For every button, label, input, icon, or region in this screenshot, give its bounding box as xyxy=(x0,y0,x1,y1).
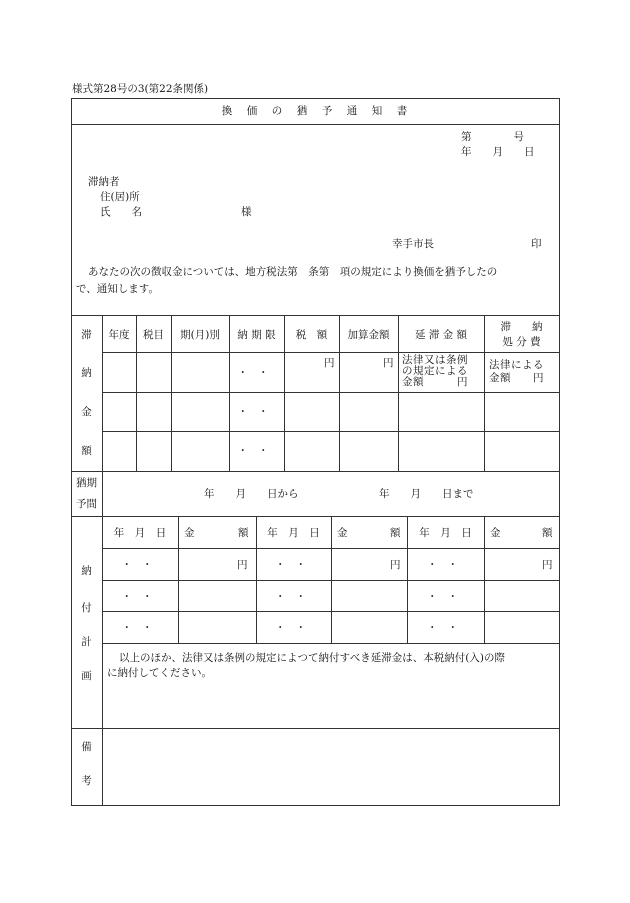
plan-dots-r1-c3: ・・ xyxy=(427,559,468,571)
plan-amount-header-1a: 金 xyxy=(184,527,195,539)
header-tax-amount: 税 額 xyxy=(295,329,328,341)
form-title: 換 価 の 猶 予 通 知 書 xyxy=(221,105,410,117)
delinquent-side-label-1: 滞 xyxy=(81,329,92,341)
notice-text-line-2: で、通知します。 xyxy=(76,283,159,295)
delinquent-side-label-2: 納 xyxy=(81,367,92,379)
notice-text-line-1: あなたの次の徴収金については、地方税法第 条第 項の規定により換価を猶予したの xyxy=(88,266,498,278)
name-label: 氏 名 xyxy=(100,206,142,218)
plan-dots-r3-c3: ・・ xyxy=(427,622,468,634)
plan-amount-header-2a: 金 xyxy=(337,527,348,539)
due-date-dots-1: ・・ xyxy=(237,367,279,379)
header-disposal-fee-2: 処 分 費 xyxy=(502,336,541,348)
plan-dots-r1-c2: ・・ xyxy=(275,559,316,571)
issuer-name: 幸手市長 xyxy=(392,238,434,250)
late-fee-note-3: 金額 円 xyxy=(402,376,468,388)
plan-date-header-2: 年 月 日 xyxy=(267,527,320,539)
plan-date-header-3: 年 月 日 xyxy=(419,527,472,539)
header-year: 年度 xyxy=(108,329,130,341)
document-number: 第 号 xyxy=(461,131,524,143)
postpone-side-label-2: 予間 xyxy=(76,498,97,510)
plan-dots-r3-c1: ・・ xyxy=(121,622,163,634)
postpone-from: 年 月 日から xyxy=(204,488,299,500)
header-tax-item: 税目 xyxy=(143,329,164,341)
header-period: 期(月)別 xyxy=(180,329,220,341)
header-late-fee: 延 滞 金 額 xyxy=(414,329,467,341)
remarks-side-label-1: 備 xyxy=(81,741,92,753)
late-fee-note-1: 法律又は条例 xyxy=(402,354,468,366)
disposal-note-1: 法律による xyxy=(489,359,544,371)
plan-yen-2: 円 xyxy=(390,559,401,571)
plan-side-label-4: 画 xyxy=(81,670,92,682)
yen-tax: 円 xyxy=(324,357,335,369)
plan-amount-header-1b: 額 xyxy=(238,527,249,539)
honorific: 様 xyxy=(241,206,252,218)
postpone-side-label-1: 猶期 xyxy=(76,477,97,489)
recipient-label: 滞納者 xyxy=(88,176,120,188)
due-date-dots-2: ・・ xyxy=(237,406,279,418)
plan-note-line-1: 以上のほか、法律又は条例の規定によつて納付すべき延滞金は、本税納付(入)の際 xyxy=(119,652,505,664)
header-due-date: 納 期 限 xyxy=(237,329,276,341)
remarks-side-label-2: 考 xyxy=(81,775,92,787)
plan-amount-header-3a: 金 xyxy=(490,527,501,539)
plan-amount-header-3b: 額 xyxy=(542,527,553,539)
plan-dots-r2-c3: ・・ xyxy=(427,591,468,603)
plan-amount-header-2b: 額 xyxy=(390,527,401,539)
plan-yen-1: 円 xyxy=(237,559,248,571)
plan-dots-r2-c2: ・・ xyxy=(275,591,316,603)
header-additional-amount: 加算金額 xyxy=(347,329,390,341)
plan-side-label-3: 計 xyxy=(81,636,92,648)
plan-dots-r3-c2: ・・ xyxy=(275,622,316,634)
plan-note-line-2: に納付してください。 xyxy=(107,667,212,679)
plan-dots-r2-c1: ・・ xyxy=(121,591,163,603)
delinquent-side-label-4: 額 xyxy=(81,445,92,457)
plan-yen-3: 円 xyxy=(542,559,553,571)
yen-additional: 円 xyxy=(383,357,394,369)
seal-mark: 印 xyxy=(531,238,542,250)
due-date-dots-3: ・・ xyxy=(237,445,279,457)
form-number: 様式第28号の3(第22条関係) xyxy=(72,83,209,95)
plan-side-label-2: 付 xyxy=(81,602,92,614)
disposal-note-2: 金額 円 xyxy=(489,372,544,384)
address-label: 住(居)所 xyxy=(100,191,140,203)
plan-dots-r1-c1: ・・ xyxy=(121,559,163,571)
postpone-to: 年 月 日まで xyxy=(379,488,474,500)
plan-side-label-1: 納 xyxy=(81,565,92,577)
late-fee-note-2: の規定による xyxy=(402,365,468,377)
header-disposal-fee-1: 滞 納 xyxy=(500,321,543,333)
plan-date-header-1: 年 月 日 xyxy=(113,527,167,539)
delinquent-side-label-3: 金 xyxy=(81,406,92,418)
document-date: 年 月 日 xyxy=(461,146,535,158)
